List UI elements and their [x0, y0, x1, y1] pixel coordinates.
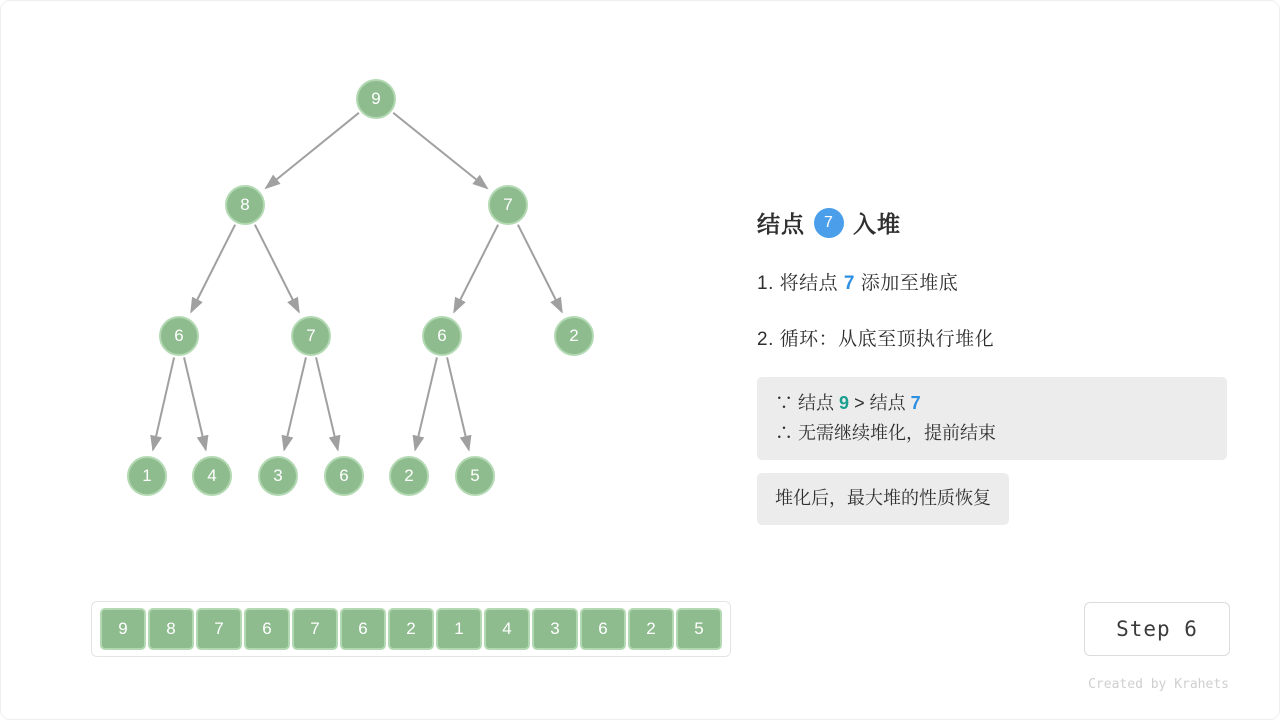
- panel-title-prefix: 结点: [757, 211, 805, 237]
- array-cell: 6: [244, 608, 290, 650]
- tree-edge: [316, 357, 338, 449]
- panel-title-suffix: 入堆: [853, 211, 901, 237]
- tree-node: 8: [225, 185, 265, 225]
- tree-node: 2: [554, 316, 594, 356]
- tree-edge: [393, 113, 487, 188]
- result-note: 堆化后，最大堆的性质恢复: [757, 473, 1009, 525]
- note-operator: >: [854, 393, 865, 413]
- tree-edge: [415, 357, 437, 449]
- tree-edge: [284, 357, 306, 449]
- step-1-text: [757, 268, 1227, 295]
- tree-edge: [518, 225, 562, 312]
- tree-node: 4: [192, 456, 232, 496]
- step-1-prefix: 1. 将结点: [757, 273, 839, 294]
- array-cell: 6: [340, 608, 386, 650]
- binary-tree-diagram: [1, 1, 741, 561]
- tree-node: 2: [389, 456, 429, 496]
- array-cell: 3: [532, 608, 578, 650]
- panel-title-badge: 7: [814, 208, 844, 238]
- note-value-left: 9: [839, 393, 850, 413]
- array-cell: 1: [436, 608, 482, 650]
- tree-edge: [454, 225, 498, 312]
- array-cell: 5: [676, 608, 722, 650]
- tree-edge: [447, 357, 469, 449]
- tree-node: 7: [488, 185, 528, 225]
- comparison-note-line-2: ∴ 无需继续堆化，提前结束: [775, 422, 996, 443]
- tree-edge: [191, 225, 235, 312]
- note-value-right: 7: [910, 393, 921, 413]
- tree-node: 7: [291, 316, 331, 356]
- array-cell: 4: [484, 608, 530, 650]
- note-middle: 结点: [869, 393, 906, 413]
- array-cell: 7: [292, 608, 338, 650]
- explanation-panel: [757, 206, 1227, 525]
- step-1-value: 7: [843, 273, 855, 294]
- tree-edge: [255, 225, 299, 312]
- array-cell: 8: [148, 608, 194, 650]
- comparison-note: [757, 377, 1227, 460]
- tree-edge: [153, 357, 174, 449]
- array-cell: 2: [388, 608, 434, 650]
- tree-node: 5: [455, 456, 495, 496]
- comparison-note-line-1: [775, 389, 1209, 419]
- step-indicator: Step 6: [1084, 602, 1230, 656]
- array-cell: 2: [628, 608, 674, 650]
- note-prefix: ∵ 结点: [775, 393, 835, 413]
- credit-text: Created by Krahets: [1088, 677, 1229, 692]
- array-cell: 6: [580, 608, 626, 650]
- panel-title: [757, 206, 1227, 239]
- tree-node: 6: [324, 456, 364, 496]
- heap-array: [91, 601, 731, 657]
- array-cell: 9: [100, 608, 146, 650]
- tree-node: 3: [258, 456, 298, 496]
- step-2-text: 2. 循环：从底至顶执行堆化: [757, 329, 995, 350]
- tree-edge: [266, 113, 359, 188]
- tree-edge: [184, 357, 206, 449]
- array-cell: 7: [196, 608, 242, 650]
- tree-node: 6: [159, 316, 199, 356]
- step-1-suffix: 添加至堆底: [860, 273, 959, 294]
- tree-node: 6: [422, 316, 462, 356]
- tree-node: 9: [356, 79, 396, 119]
- tree-node: 1: [127, 456, 167, 496]
